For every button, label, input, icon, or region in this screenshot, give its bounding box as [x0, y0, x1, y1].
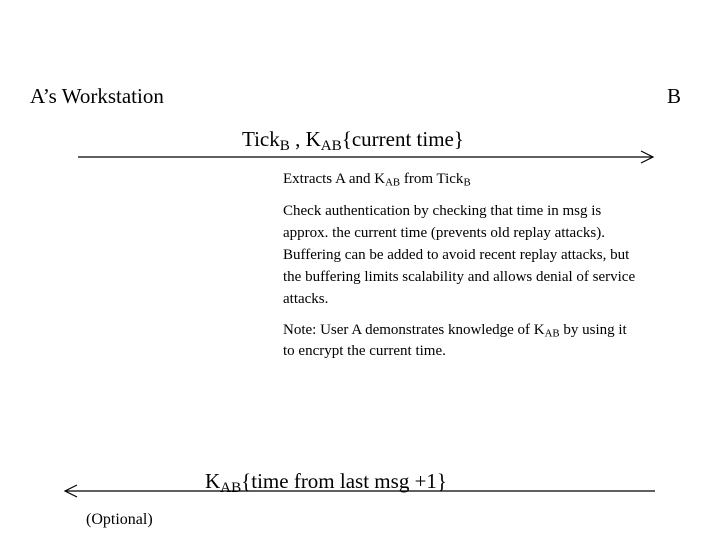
- message-1-sub-2: AB: [320, 137, 342, 154]
- message-2-text-2: {time from last msg +1}: [241, 469, 447, 493]
- knowledge-note-sub: AB: [544, 327, 560, 340]
- extract-step: [283, 168, 471, 190]
- party-b-label: B: [667, 84, 682, 108]
- message-2-text-1: K: [205, 469, 221, 493]
- extract-sub-2: B: [463, 176, 471, 189]
- message-2-sub: AB: [220, 479, 242, 496]
- knowledge-note-text-1: Note: User A demonstrates knowledge of K: [283, 322, 545, 338]
- party-a-label: A’s Workstation: [30, 84, 164, 108]
- message-1-sub-1: B: [279, 137, 290, 154]
- optional-label: (Optional): [86, 511, 153, 528]
- extract-text-1: Extracts A and K: [283, 171, 386, 187]
- extract-sub-1: AB: [385, 176, 401, 189]
- arrow-a-to-b: [78, 151, 653, 163]
- extract-text-2: from Tick: [400, 171, 464, 187]
- knowledge-note-line-2: to encrypt the current time.: [283, 343, 446, 359]
- knowledge-note-line-1: [283, 319, 627, 341]
- message-2-label: [205, 469, 447, 496]
- check-authentication-note: Check authentication by checking that time in msg is approx. the current time (prevents old replay attacks). Buffering can be added to avoid recent replay attacks, but the buffering limits scalability and allows denial of service attacks.: [283, 203, 636, 307]
- message-1-text-2: , K: [289, 127, 321, 151]
- message-1-text-3: {current time}: [341, 127, 464, 151]
- message-1-text-1: Tick: [242, 127, 280, 151]
- knowledge-note-text-2: by using it: [559, 322, 627, 338]
